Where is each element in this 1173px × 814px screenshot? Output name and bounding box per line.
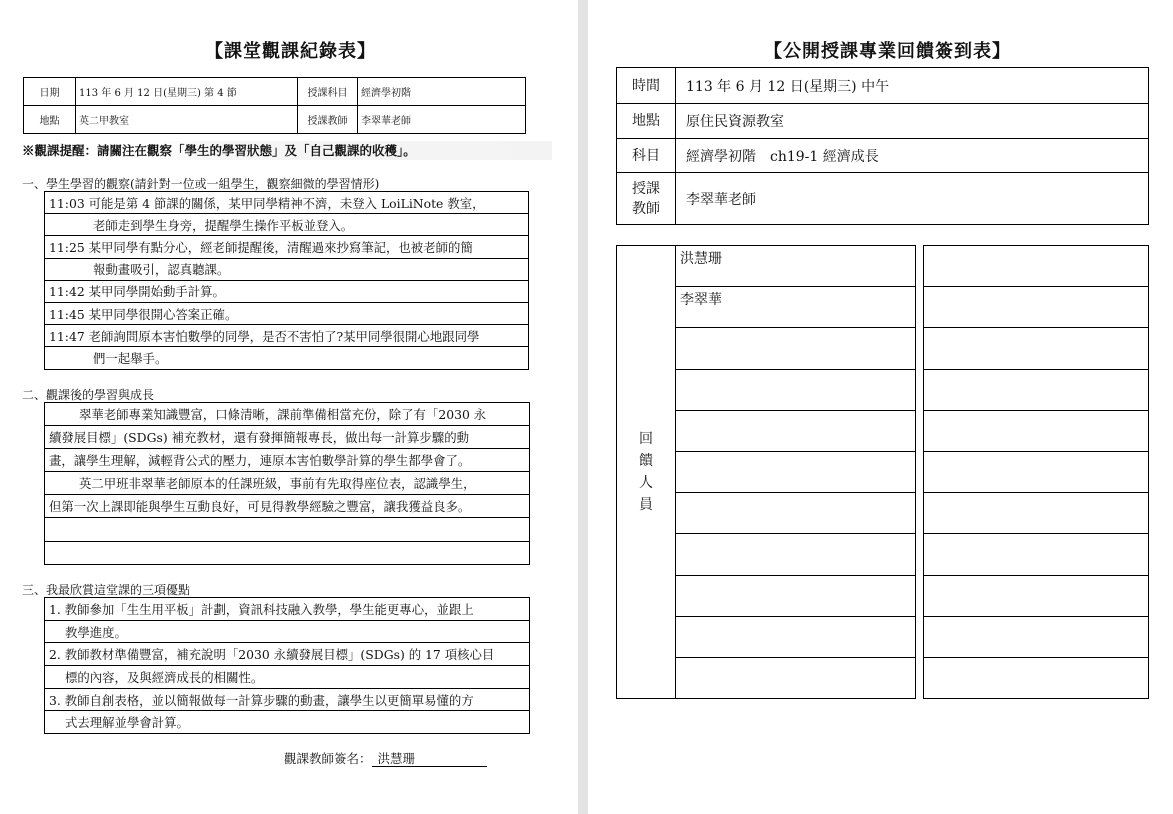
column-gap (916, 575, 924, 616)
observation-line: 11:42 某甲同學開始動手計算。 (45, 280, 529, 302)
signin-cell-right (924, 369, 1149, 410)
column-gap (916, 410, 924, 451)
column-gap (916, 328, 924, 369)
signin-row (617, 657, 1149, 698)
observation-line: 報動畫吸引，認真聽課。 (45, 258, 529, 280)
date-label: 日期 (24, 78, 76, 106)
column-gap (916, 451, 924, 492)
observation-line: 老師走到學生身旁，提醒學生操作平板並登入。 (45, 214, 529, 236)
column-gap (916, 287, 924, 328)
growth-line-empty (45, 518, 530, 541)
signin-cell-left (676, 328, 916, 369)
signature-line (372, 752, 487, 767)
growth-line: 畫，讓學生理解，減輕背公式的壓力，連原本害怕數學計算的學生都學會了。 (45, 449, 530, 472)
signin-cell-left (676, 616, 916, 657)
location-label: 地點 (617, 104, 676, 139)
column-gap (916, 369, 924, 410)
column-gap (916, 616, 924, 657)
session-info-table (616, 67, 1149, 225)
signin-cell-left (676, 451, 916, 492)
merit-line: 標的內容，及與經濟成長的相關性。 (45, 666, 530, 689)
column-gap (916, 657, 924, 698)
signin-cell-right (924, 328, 1149, 369)
section3-heading: 三、我最欣賞這堂課的三項優點 (22, 583, 191, 597)
signin-cell-right (924, 534, 1149, 575)
merit-line: 2. 教師教材準備豐富，補充說明「2030 永續發展目標」(SDGs) 的 17 項核心目 (45, 643, 530, 666)
observation-reminder: ※觀課提醒：請關注在觀察「學生的學習狀態」及「自己觀課的收穫」。 (22, 141, 552, 160)
teacher-label: 授課教師 (298, 106, 358, 134)
signin-row (617, 369, 1149, 410)
signin-row (617, 493, 1149, 534)
learning-growth-table (44, 402, 530, 565)
teacher-label (617, 173, 676, 225)
feedback-signin-table (616, 245, 1149, 699)
signin-cell-left (676, 575, 916, 616)
signin-row (617, 575, 1149, 616)
column-gap (916, 493, 924, 534)
location-label: 地點 (24, 106, 76, 134)
merit-line: 3. 教師自創表格，並以簡報做每一計算步驟的動畫，讓學生以更簡單易懂的方 (45, 688, 530, 711)
observation-line: 11:25 某甲同學有點分心，經老師提醒後，清醒過來抄寫筆記，也被老師的簡 (45, 236, 529, 258)
growth-line: 續發展目標」(SDGs) 補充教材，還有發揮簡報專長，做出每一計算步驟的動 (45, 426, 530, 449)
observer-signature (284, 749, 487, 767)
growth-line-empty (45, 541, 530, 564)
feedback-label-char: 人 (639, 475, 653, 492)
observation-record-page (0, 0, 578, 814)
lesson-info-table (23, 77, 526, 134)
page-title: 【公開授課專業回饋簽到表】 (764, 41, 1011, 62)
signin-cell-left (676, 410, 916, 451)
column-gap (916, 246, 924, 287)
merit-line: 教學進度。 (45, 620, 530, 643)
page-gutter (578, 0, 588, 814)
location-value: 英二甲教室 (76, 106, 298, 134)
growth-line: 英二甲班非翠華老師原本的任課班級，事前有先取得座位表，認識學生， (45, 472, 530, 495)
signin-cell-left: 洪慧珊 (676, 246, 916, 287)
signature-name: 洪慧珊 (377, 751, 416, 766)
signin-row (617, 451, 1149, 492)
signin-cell-left (676, 493, 916, 534)
signin-cell-right (924, 246, 1149, 287)
subject-value: 經濟學初階 ch19-1 經濟成長 (676, 139, 1149, 173)
signin-cell-left (676, 369, 916, 410)
student-observation-table (44, 191, 529, 370)
signin-cell-left (676, 534, 916, 575)
column-gap (916, 534, 924, 575)
signin-cell-right (924, 410, 1149, 451)
feedback-label-char: 回 (639, 431, 653, 448)
time-value: 113 年 6 月 12 日(星期三) 中午 (676, 68, 1149, 104)
observation-line: 11:47 老師詢問原本害怕數學的同學，是否不害怕了?某甲同學很開心地跟同學 (45, 325, 529, 347)
signin-cell-right (924, 616, 1149, 657)
growth-line: 翠華老師專業知識豐富，口條清晰，課前準備相當充份，除了有「2030 永 (45, 403, 530, 426)
date-value: 113 年 6 月 12 日(星期三) 第 4 節 (76, 78, 298, 106)
observation-line: 11:45 某甲同學很開心答案正確。 (45, 302, 529, 324)
signin-row (617, 534, 1149, 575)
observation-line: 11:03 可能是第 4 節課的關係，某甲同學精神不濟，未登入 LoiLiNote 教室， (45, 192, 529, 214)
growth-line: 但第一次上課即能與學生互動良好，可見得教學經驗之豐富，讓我獲益良多。 (45, 495, 530, 518)
signin-row (617, 328, 1149, 369)
page-title: 【課堂觀課紀錄表】 (205, 41, 376, 62)
feedback-signin-page (588, 0, 1173, 814)
observation-line: 們一起舉手。 (45, 347, 529, 369)
feedback-label-char: 員 (639, 497, 653, 514)
signin-cell-left (676, 657, 916, 698)
signature-label: 觀課教師簽名： (284, 751, 372, 766)
signin-cell-right (924, 287, 1149, 328)
signin-cell-left: 李翠華 (676, 287, 916, 328)
signin-cell-right (924, 493, 1149, 534)
section1-heading: 一、學生學習的觀察(請針對一位或一組學生，觀察細微的學習情形) (22, 177, 380, 191)
teacher-label-line2: 教師 (632, 200, 660, 217)
signin-cell-right (924, 451, 1149, 492)
signin-row (617, 616, 1149, 657)
section2-heading: 二、觀課後的學習與成長 (22, 388, 155, 402)
merits-table (44, 597, 530, 734)
signin-row (617, 246, 1149, 287)
location-value: 原住民資源教室 (676, 104, 1149, 139)
feedback-personnel-label (617, 246, 676, 699)
subject-value: 經濟學初階 (358, 78, 526, 106)
teacher-value: 李翠華老師 (676, 173, 1149, 225)
merit-line: 1. 教師參加「生生用平板」計劃，資訊科技融入教學，學生能更專心，並跟上 (45, 598, 530, 621)
feedback-label-char: 饋 (639, 453, 653, 470)
subject-label: 科目 (617, 139, 676, 173)
signin-row (617, 410, 1149, 451)
signin-cell-right (924, 657, 1149, 698)
time-label: 時間 (617, 68, 676, 104)
teacher-label-line1: 授課 (632, 180, 660, 197)
merit-line: 式去理解並學會計算。 (45, 711, 530, 734)
signin-cell-right (924, 575, 1149, 616)
signin-row (617, 287, 1149, 328)
teacher-value: 李翠華老師 (358, 106, 526, 134)
subject-label: 授課科目 (298, 78, 358, 106)
